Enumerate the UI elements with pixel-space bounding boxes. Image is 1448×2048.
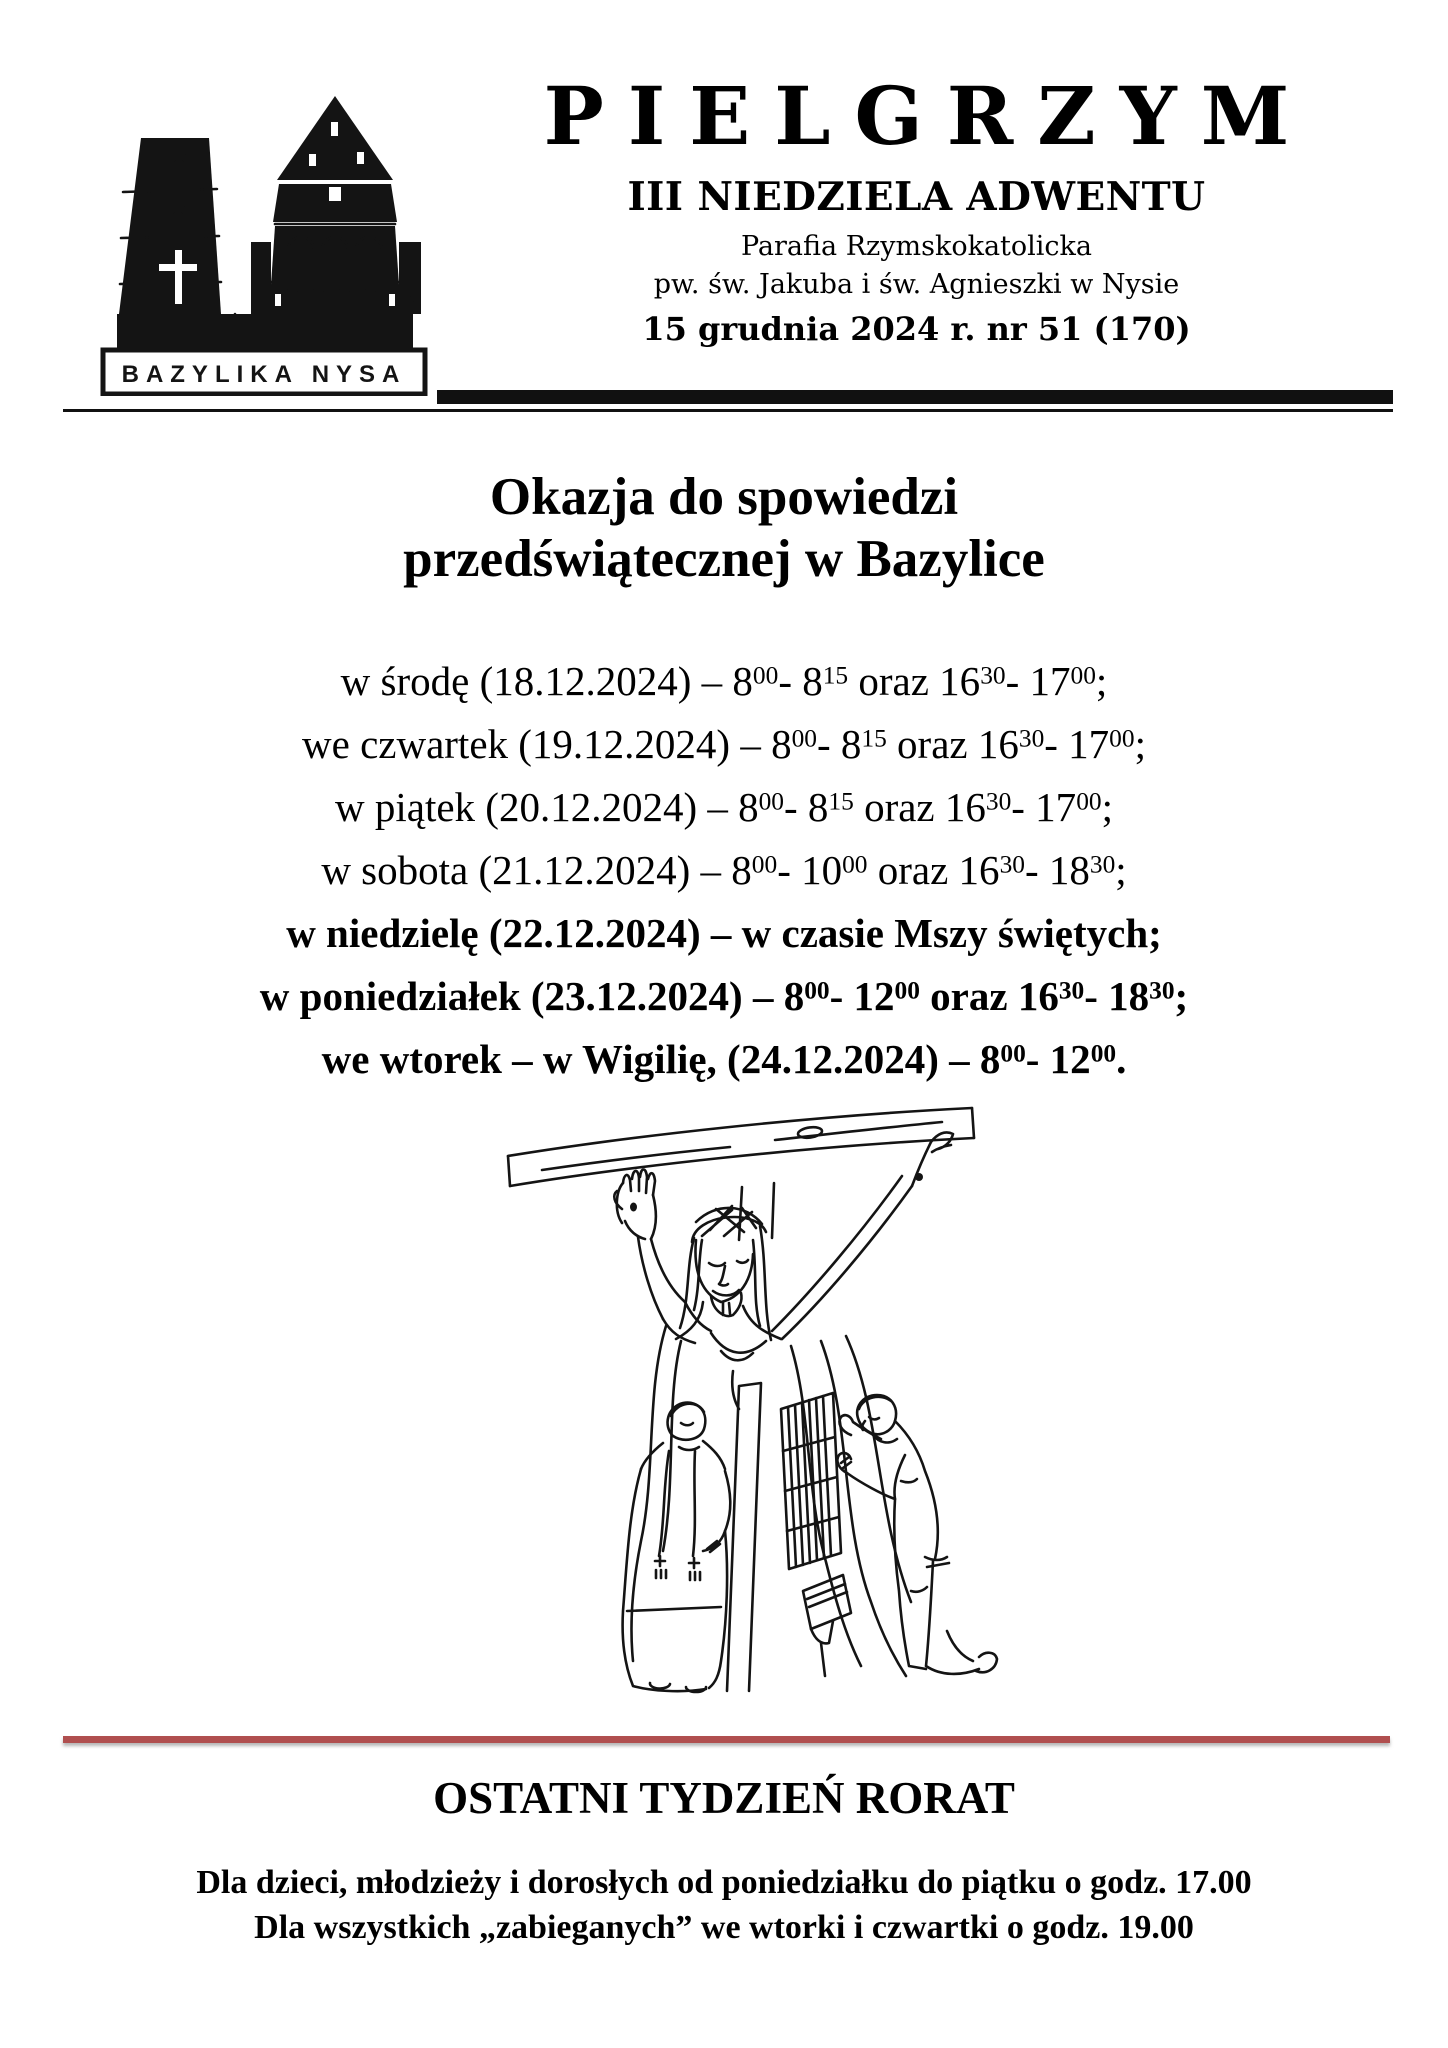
confession-heading-line1: Okazja do spowiedzi bbox=[489, 468, 959, 526]
sunday-subtitle: III NIEDZIELA ADWENTU bbox=[627, 174, 1206, 220]
confession-heading bbox=[0, 466, 1448, 590]
masthead bbox=[440, 69, 1393, 348]
issue-date-line: 15 grudnia 2024 r. nr 51 (170) bbox=[642, 309, 1191, 348]
schedule-line: w sobota $(21.12.2024) - 8^{00}-$ $10^{00}$ oraz $16^{30}-$ $18^{30}$; bbox=[321, 847, 1127, 893]
logo-caption: BAZYLIKA NYSA bbox=[121, 361, 407, 388]
rorate-info bbox=[0, 1860, 1448, 1950]
schedule-line: w niedzielę (22.12.2024) – w czasie Mszy świętych; bbox=[286, 910, 1162, 956]
schedule-line: we czwartek $(19.12.2024) - 8^{00}-$ $8^{15}$ oraz $16^{30}-$ $17^{00}$; bbox=[302, 721, 1146, 767]
schedule-line: w piątek $(20.12.2024) - 8^{00}-$ $8^{15}$ oraz $16^{30}-$ $17^{00}$; bbox=[335, 784, 1113, 830]
rorate-line1: Dla dzieci, młodzieży i dorosłych od poniedziałku do piątku o godz. 17.00 bbox=[196, 1864, 1252, 1901]
rorate-heading: OSTATNI TYDZIEŃ RORAT bbox=[433, 1773, 1015, 1823]
confession-schedule bbox=[0, 650, 1448, 1091]
bazylika-nysa-logo bbox=[95, 88, 433, 396]
header-rule-thick bbox=[437, 390, 1393, 404]
header-rule-thin bbox=[63, 409, 1393, 412]
parish-name-line1: Parafia Rzymskokatolicka bbox=[740, 231, 1093, 262]
logo-right-tower-spire bbox=[277, 96, 393, 180]
red-divider bbox=[63, 1736, 1390, 1743]
confession-heading-line2: przedświątecznej w Bazylice bbox=[403, 530, 1045, 588]
rorate-line2: Dla wszystkich „zabieganych” we wtorki i czwartki o godz. 19.00 bbox=[254, 1909, 1194, 1946]
confession-illustration bbox=[480, 1090, 1020, 1710]
schedule-line: we wtorek – w Wigilię, $(24.12.2024) - 8^{00}-$ $12^{00}$. bbox=[321, 1036, 1127, 1082]
logo-base-strip bbox=[117, 314, 413, 348]
newsletter-title: PIELGRZYM bbox=[543, 69, 1314, 163]
schedule-line: w poniedziałek $(23.12.2024) - 8^{00}-$ $12^{00}$ oraz $16^{30}-$ $18^{30}$; bbox=[259, 973, 1189, 1019]
parish-name-line2: pw. św. Jakuba i św. Agnieszki w Nysie bbox=[653, 268, 1180, 300]
schedule-line: w środę $(18.12.2024) - 8^{00}-$ $8^{15}$ oraz $16^{30}-$ $17^{00}$; bbox=[340, 658, 1108, 704]
